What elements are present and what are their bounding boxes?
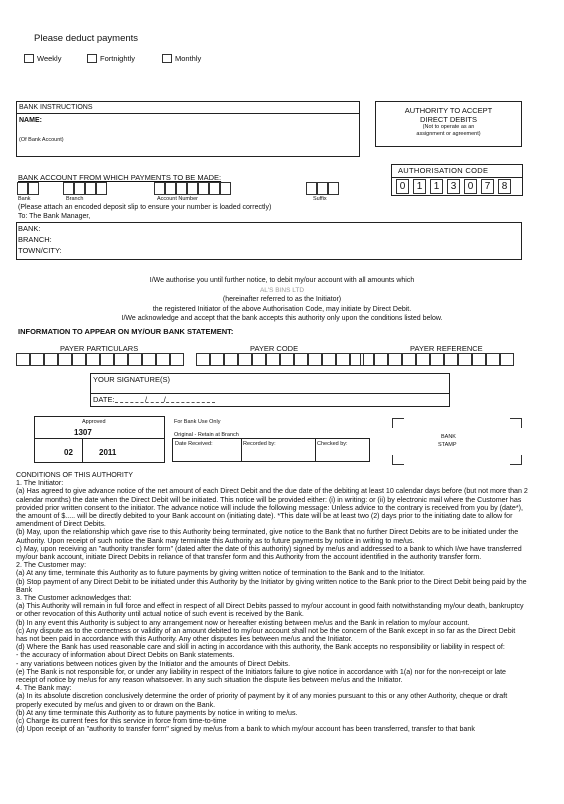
to-bank-manager: To: The Bank Manager, [18,213,91,220]
conditions-heading: CONDITIONS OF THIS AUTHORITY [16,471,133,479]
condition-line: (a) This Authority will remain in full force and effect in respect of all Direct Debits passed to my/our account in good faith notwithstanding my/our death, bankruptcy or other revocation of this Authority until actual notice of such event is received by the Bank. [16,602,524,619]
payer-reference-label: PAYER REFERENCE [410,344,483,353]
condition-line: (a) In its absolute discretion conclusively determine the order of priority of payment by it of any monies pursuant to this or any other Authority, cheque or draft properly executed by me/us and given to or drawn on the Bank. [16,692,508,709]
authorise-text [0,276,564,324]
town-field-label: TOWN/CITY: [18,246,62,255]
authorisation-code-box [391,164,523,196]
approved-number: 1307 [74,428,92,437]
condition-line: - the accuracy of information about Direct Debits on Bank statements. [16,651,235,660]
conditions-block [16,471,528,734]
monthly-checkbox[interactable] [162,54,172,63]
original-retain-label: Original - Retain at Branch [174,432,239,438]
approved-box [34,416,165,463]
name-field[interactable] [49,123,249,133]
authority-note-2: assignment or agreement) [416,130,481,137]
account-number-label: Account Number [157,196,198,202]
condition-line: (e) The Bank is not responsible for, or under any liability in respect of the Initiators failure to give notice in accordance with 1(a) nor for the non-receipt or late receipt of notice by me/us for any reason whatsoever. In any such situation the dispute lies between me/us and the Initiator. [16,667,506,685]
date-received-label: Date Received: [175,441,213,447]
authority-title-1: AUTHORITY TO ACCEPT [404,106,493,115]
signature-box[interactable] [90,373,450,407]
authorisation-code-label: AUTHORISATION CODE [398,166,489,175]
monthly-label: Monthly [175,54,202,63]
condition-line: (d) Where the Bank has used reasonable care and skill in acting in accordance with this authority, the Bank accepts no responsibility or liability in respect of: [16,643,505,652]
date-label: DATE: [93,395,115,404]
authority-box [375,101,522,147]
bank-stamp-label-1: BANK [441,434,456,440]
fortnightly-checkbox[interactable] [87,54,97,63]
auth-digit: 1 [430,179,443,194]
condition-line: (a) Has agreed to give advance notice of the net amount of each Direct Debit and the due date of the debiting at least 10 calendar days before (but not more than 2 calendar months) the date when the Direct Debit will be initiated. This notice will be provided either: (i) in writing: or (ii) by electronic mail where the Customer has provided prior written consent to the initiator. The advance notice will include the following message: Unless advice to the contrary is received from you by (date*), the amount of $..... will be directly debited to your Bank account on (initiating date). *This date will be at least two (2) days prior to the initiating date to allow for amendment of Direct Debits. [16,487,528,529]
authorise-line-2: (hereinafter referred to as the Initiator) [222,296,342,303]
authorise-line-4: I/We acknowledge and accept that the bank accepts this authority only upon the conditions listed below. [121,315,443,322]
checked-by-label: Checked by: [317,441,348,447]
bank-field-label: BANK: [18,224,41,233]
auth-digit: 3 [447,179,460,194]
authority-title-2: DIRECT DEBITS [420,114,477,124]
auth-digit: 0 [464,179,477,194]
approved-year: 2011 [99,448,117,457]
fortnightly-label: Fortnightly [100,54,136,63]
condition-line: (a) At any time, terminate this Authority as to future payments by giving written notice of termination to the Bank and to the Initiator. [16,569,425,578]
bank-instructions-heading: BANK INSTRUCTIONS [19,104,93,111]
condition-line: 1. The Initiator: [16,479,64,488]
bank-details-box [16,222,522,260]
bank-account-heading: BANK ACCOUNT FROM WHICH PAYMENTS TO BE MADE: [18,173,222,182]
stamp-corner-tr [510,418,522,428]
condition-line: c) May, upon receiving an "authority transfer form" (dated after the date of this authority) signed by me/us and addressed to a bank to which I/we have transferred my/our bank account, initiate Direct Debits in reliance of that transfer form and this Authority from the account identified in the authority transfer form. [16,544,522,562]
deduct-title: Please deduct payments [34,33,139,44]
auth-digit: 8 [498,179,511,194]
condition-line: 3. The Customer acknowledges that: [16,594,132,603]
branch-label: Branch [66,196,84,202]
weekly-label: Weekly [37,54,62,63]
statement-heading: INFORMATION TO APPEAR ON MY/OUR BANK STATEMENT: [18,327,234,336]
payer-code-label: PAYER CODE [250,344,299,353]
condition-line: (b) At any time terminate this Authority as to future payments by notice in writing to me/us. [16,708,298,717]
condition-line: (c) Charge its current fees for this service in force from time-to-time [16,717,227,726]
auth-digit: 7 [481,179,494,194]
payer-particulars-label: PAYER PARTICULARS [60,344,139,353]
signature-label: YOUR SIGNATURE(S) [93,375,170,384]
approved-label: Approved [82,419,106,425]
stamp-corner-tl [392,418,404,428]
authorise-line-1: I/We authorise you until further notice, to debit my/our account with all amounts which [149,277,415,284]
of-bank-account-note: (Of Bank Account) [19,137,64,143]
deposit-slip-note: (Please attach an encoded deposit slip to ensure your number is loaded correctly) [18,204,272,211]
condition-line: 2. The Customer may: [16,561,87,570]
recorded-by-label: Recorded by: [243,441,276,447]
stamp-corner-bl [392,455,404,465]
condition-line: (c) Any dispute as to the correctness or validity of an amount debited to my/our account shall not be the concern of the Bank except in so far as the Direct Debit has not been paid in accordance with this Authority. Any other disputes lies between me/us and the Initiator. [16,626,516,644]
branch-field-label: BRANCH: [18,235,52,244]
bank-stamp-label-2: STAMP [438,442,457,448]
name-label: NAME: [19,117,42,124]
condition-line: - any variations between notices given by the Initiator and the amounts of Direct Debits. [16,659,291,668]
condition-line: (b) In any event this Authority is subject to any arrangement now or hereafter existing between me/us and the Bank in relation to my/our account. [16,618,470,627]
date-separator: / / [145,395,166,404]
statement-cells[interactable] [16,353,524,366]
bank-label: Bank [18,196,31,202]
condition-line: (b) May, upon the relationship which gave rise to this Authority being terminated, give notice to the Bank that no further Direct Debits are to be initiated under the Authority. Upon receipt of such notice the Bank may terminate this Authority as to future payments by notice in writing to me/us. [16,528,519,545]
approved-month: 02 [64,448,73,457]
authorise-line-3: the registered Initiator of the above Authorisation Code, may initiate by Direct Debit. [152,305,412,313]
bank-use-box [172,438,370,462]
condition-line: 4. The Bank may: [16,684,72,693]
auth-digit: 1 [413,179,426,194]
weekly-checkbox[interactable] [24,54,34,63]
suffix-label: Suffix [313,196,327,202]
auth-digit: 0 [396,179,409,194]
bank-instructions-box [16,101,360,157]
condition-line: (d) Upon receipt of an "authority to transfer form" signed by me/us from a bank to which my/our account has been transferred, transfer to that bank [16,725,475,734]
initiator-name: AL'S BINS LTD [259,286,305,294]
authority-note-1: (Not to operate as an [422,124,475,131]
bank-account-cells[interactable] [17,182,357,195]
stamp-corner-br [510,455,522,465]
condition-line: (b) Stop payment of any Direct Debit to be initiated under this Authority by the Initiator by giving written notice to the Bank prior to the Direct Debit being paid by the Bank [16,577,527,594]
bank-use-label: For Bank Use Only [174,419,221,425]
